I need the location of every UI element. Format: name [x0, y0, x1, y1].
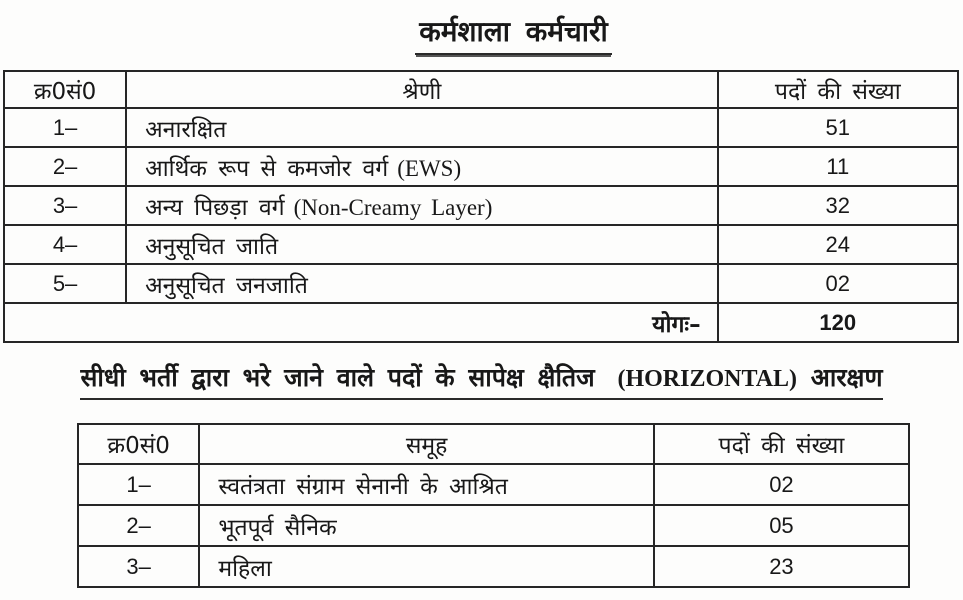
category-cell	[126, 108, 717, 147]
category-cell	[126, 264, 717, 303]
posts-count-cell: 32	[718, 186, 958, 225]
heading-text-post: आरक्षण	[810, 363, 883, 392]
category-text: अनुसूचित जनजाति	[145, 272, 308, 299]
category-latin-text: (Non-Creamy Layer)	[293, 194, 493, 220]
horizontal-reservation-table	[77, 423, 910, 588]
section-heading-row	[0, 360, 963, 400]
table-row	[78, 505, 909, 546]
category-cell	[126, 147, 717, 186]
category-cell	[126, 225, 717, 264]
category-text: आर्थिक रूप से कमजोर वर्ग	[145, 155, 389, 182]
heading-latin-text: (HORIZONTAL)	[617, 366, 798, 392]
serial-cell: 1–	[4, 108, 126, 147]
total-label-cell: योगः–	[4, 303, 718, 342]
horizontal-reservation-heading	[80, 360, 882, 400]
col-header-posts-count: पदों की संख्या	[654, 424, 909, 464]
total-row	[4, 303, 958, 342]
table-row	[4, 264, 958, 303]
posts-count-cell: 02	[654, 464, 909, 505]
serial-cell: 2–	[78, 505, 199, 546]
workshop-staff-table	[3, 70, 959, 343]
serial-cell: 3–	[78, 546, 199, 587]
col-header-category: श्रेणी	[126, 71, 717, 108]
posts-count-cell: 23	[654, 546, 909, 587]
total-value-cell: 120	[718, 303, 958, 342]
posts-count-cell: 02	[718, 264, 958, 303]
col-header-serial: क्र0सं0	[4, 71, 126, 108]
page-title: कर्मशाला कर्मचारी	[415, 12, 612, 55]
posts-count-cell: 24	[718, 225, 958, 264]
posts-count-cell: 11	[718, 147, 958, 186]
col-header-serial: क्र0सं0	[78, 424, 199, 464]
title-row	[0, 0, 963, 55]
group-cell: महिला	[199, 546, 654, 587]
col-header-group: समूह	[199, 424, 654, 464]
table-row	[4, 225, 958, 264]
heading-text-pre: सीधी भर्ती द्वारा भरे जाने वाले पदों के सापेक्ष क्षैतिज	[80, 363, 595, 392]
serial-cell: 3–	[4, 186, 126, 225]
table-row	[78, 546, 909, 587]
col-header-posts-count: पदों की संख्या	[718, 71, 958, 108]
table-row	[4, 108, 958, 147]
category-cell	[126, 186, 717, 225]
table-row	[4, 186, 958, 225]
category-text: अनुसूचित जाति	[145, 233, 279, 260]
table-header-row	[4, 71, 958, 108]
category-text: अन्य पिछड़ा वर्ग	[145, 194, 285, 221]
table-header-row	[78, 424, 909, 464]
posts-count-cell: 05	[654, 505, 909, 546]
serial-cell: 2–	[4, 147, 126, 186]
table-row	[4, 147, 958, 186]
group-cell: भूतपूर्व सैनिक	[199, 505, 654, 546]
serial-cell: 5–	[4, 264, 126, 303]
category-latin-text: (EWS)	[397, 155, 462, 181]
group-cell: स्वतंत्रता संग्राम सेनानी के आश्रित	[199, 464, 654, 505]
serial-cell: 4–	[4, 225, 126, 264]
serial-cell: 1–	[78, 464, 199, 505]
table-row	[78, 464, 909, 505]
posts-count-cell: 51	[718, 108, 958, 147]
category-text: अनारक्षित	[145, 116, 227, 143]
